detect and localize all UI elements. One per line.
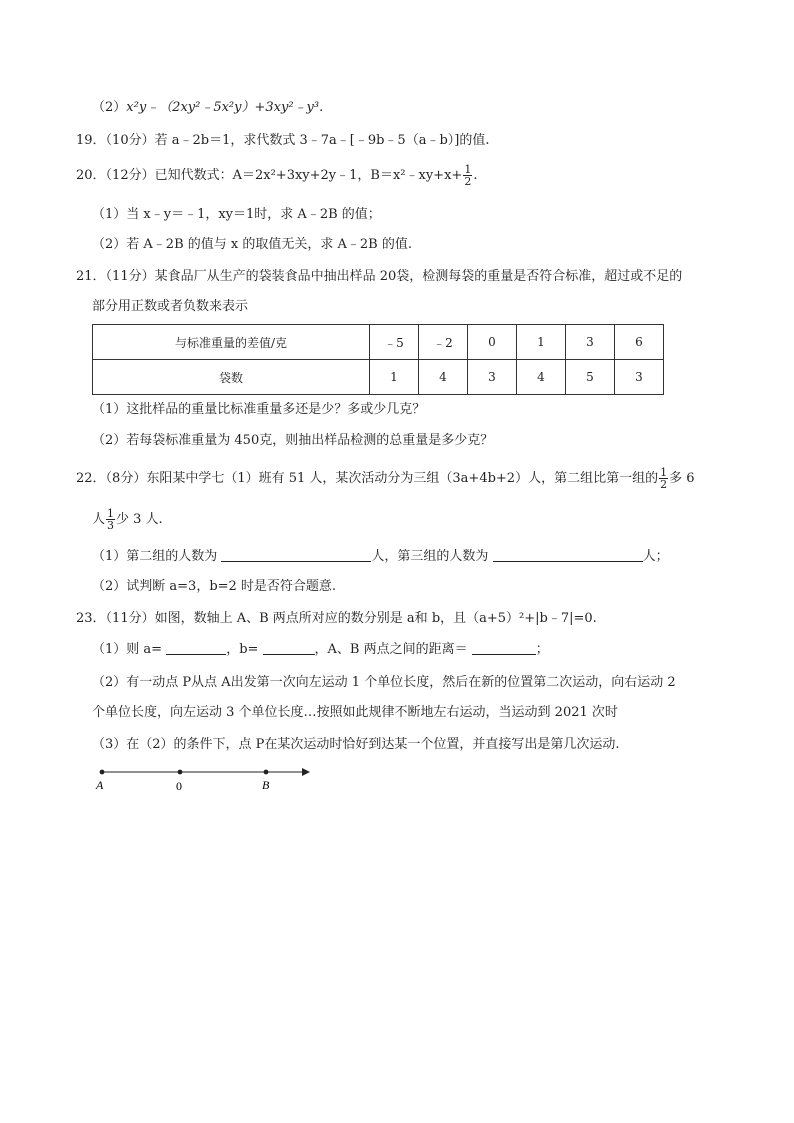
q20-frac-den: 2: [464, 175, 472, 188]
q23-part3: （3）在（2）的条件下，点 P在某次运动时恰好到达某一个位置，并直接写出是第几次运动.: [92, 737, 620, 752]
table-row: [93, 360, 664, 395]
question-21: [76, 268, 682, 286]
q20-frac-num: 1: [464, 163, 472, 176]
table-cell: 4: [419, 360, 468, 395]
q22-part1-b: 人，第三组的人数为: [371, 549, 489, 564]
q20-fraction: [463, 164, 472, 187]
q21-part1: （1）这批样品的重量比标准重量多还是少？多或少几克？: [92, 402, 426, 417]
q22-part1-a: （1）第二组的人数为: [92, 549, 218, 564]
q22-part2: （2）试判断 a=3，b=2 时是否符合题意.: [92, 579, 337, 594]
q20-text: 已知代数式：A＝2x²+3xy+2y﹣1，B＝x²﹣xy+x+: [154, 168, 463, 183]
q21-text-line1: 某食品厂从生产的袋装食品中抽出样品 20袋，检测每袋的重量是否符合标准，超过或不足的: [154, 269, 683, 284]
q23-part2-line1: （2）有一动点 P从点 A出发第一次向左运动 1 个单位长度，然后在新的位置第二次运动，向右运动 2: [92, 675, 676, 690]
q22-frac1-den: 2: [660, 478, 668, 491]
question-20: [76, 164, 477, 187]
q19-text: 若 a﹣2b＝1，求代数式 3﹣7a﹣[﹣9b﹣5（a﹣b）]的值.: [154, 133, 490, 148]
table-cell: ﹣2: [419, 325, 468, 360]
q20-score: （12分）: [105, 168, 155, 183]
q21-weight-table: [92, 324, 664, 395]
q20-part2: （2）若 A﹣2B 的值与 x 的取值无关，求 A﹣2B 的值.: [92, 237, 412, 252]
q22-fraction-half: [659, 467, 668, 490]
number-line-arrow: [302, 768, 310, 776]
q18-part2: [92, 99, 323, 117]
q21-score: （11分）: [105, 269, 155, 284]
question-22: [76, 467, 694, 490]
q21-text-line2: 部分用正数或者负数来表示: [92, 299, 249, 314]
table-cell: 3: [615, 360, 664, 395]
q22-answer-blank-1[interactable]: [221, 548, 371, 562]
q18-part2-expr: x²y﹣（2xy²﹣5x²y）+3xy²﹣y³.: [126, 100, 324, 115]
table-cell: 5: [566, 360, 615, 395]
question-23: [76, 610, 597, 628]
table-cell: 0: [468, 325, 517, 360]
table-row: [93, 325, 664, 360]
table-cell: 4: [517, 360, 566, 395]
table-cell: 3: [468, 360, 517, 395]
q23-answer-blank-b[interactable]: [263, 641, 315, 655]
question-19: [76, 132, 489, 150]
point-a-dot: [100, 770, 105, 775]
q22-text-line2: 人: [92, 512, 106, 527]
q23-part2-line2: 个单位长度，向左运动 3 个单位长度…按照如此规律不断地左右运动，当运动到 2021 次时: [92, 705, 618, 720]
q23-part1-d: ；: [535, 642, 549, 657]
q22-number: 22．: [76, 471, 106, 486]
origin-dot: [178, 770, 183, 775]
q22-text-line2-after: 少 3 人.: [116, 512, 163, 527]
q19-number: 19．: [76, 133, 106, 148]
q19-score: （10分）: [105, 133, 155, 148]
number-line-figure: [92, 762, 322, 798]
q21-number: 21．: [76, 269, 106, 284]
q22-text-line1: 东阳某中学七（1）班有 51 人，某次活动分为三组（3a+4b+2）人，第二组比第一组的: [146, 471, 659, 486]
q22-score: （8分）: [105, 471, 147, 486]
q20-text-after: .: [473, 168, 478, 183]
q20-number: 20．: [76, 168, 106, 183]
q23-part1: [92, 641, 549, 659]
table-cell: 1: [517, 325, 566, 360]
q22-frac2-num: 1: [107, 507, 115, 520]
q20-part1: （1）当 x﹣y＝﹣1，xy＝1时，求 A﹣2B 的值；: [92, 207, 381, 222]
point-b-label: B: [262, 778, 270, 792]
q23-answer-blank-a[interactable]: [166, 641, 226, 655]
table-cell: 3: [566, 325, 615, 360]
table-cell: ﹣5: [370, 325, 419, 360]
q22-part1-c: 人；: [642, 549, 669, 564]
q22-frac2-den: 3: [107, 519, 115, 532]
table-cell: 1: [370, 360, 419, 395]
q21-part2: （2）若每袋标准重量为 450克，则抽出样品检测的总重量是多少克？: [92, 433, 494, 448]
table-cell: 6: [615, 325, 664, 360]
q22-line2: [92, 508, 163, 531]
point-a-label: A: [96, 778, 104, 792]
q23-part1-c: ，A、B 两点之间的距离＝: [314, 642, 468, 657]
q23-answer-blank-distance[interactable]: [472, 641, 536, 655]
origin-label: 0: [176, 779, 182, 793]
q22-text-line1-after: 多 6: [669, 471, 695, 486]
q22-frac1-num: 1: [660, 466, 668, 479]
q22-part1: [92, 548, 669, 566]
q22-answer-blank-2[interactable]: [493, 548, 643, 562]
point-b-dot: [264, 770, 269, 775]
q18-part2-label: （2）: [92, 100, 127, 115]
table-row-label: 袋数: [93, 360, 370, 395]
table-row-label: 与标准重量的差值/克: [93, 325, 370, 360]
q22-fraction-third: [106, 508, 115, 531]
q23-number: 23．: [76, 611, 106, 626]
q23-part1-a: （1）则 a=: [92, 642, 163, 657]
q23-part1-b: ，b=: [226, 642, 259, 657]
q23-score: （11分）: [105, 611, 155, 626]
q23-text: 如图，数轴上 A、B 两点所对应的数分别是 a和 b，且（a+5）²+|b﹣7|=0.: [154, 611, 597, 626]
